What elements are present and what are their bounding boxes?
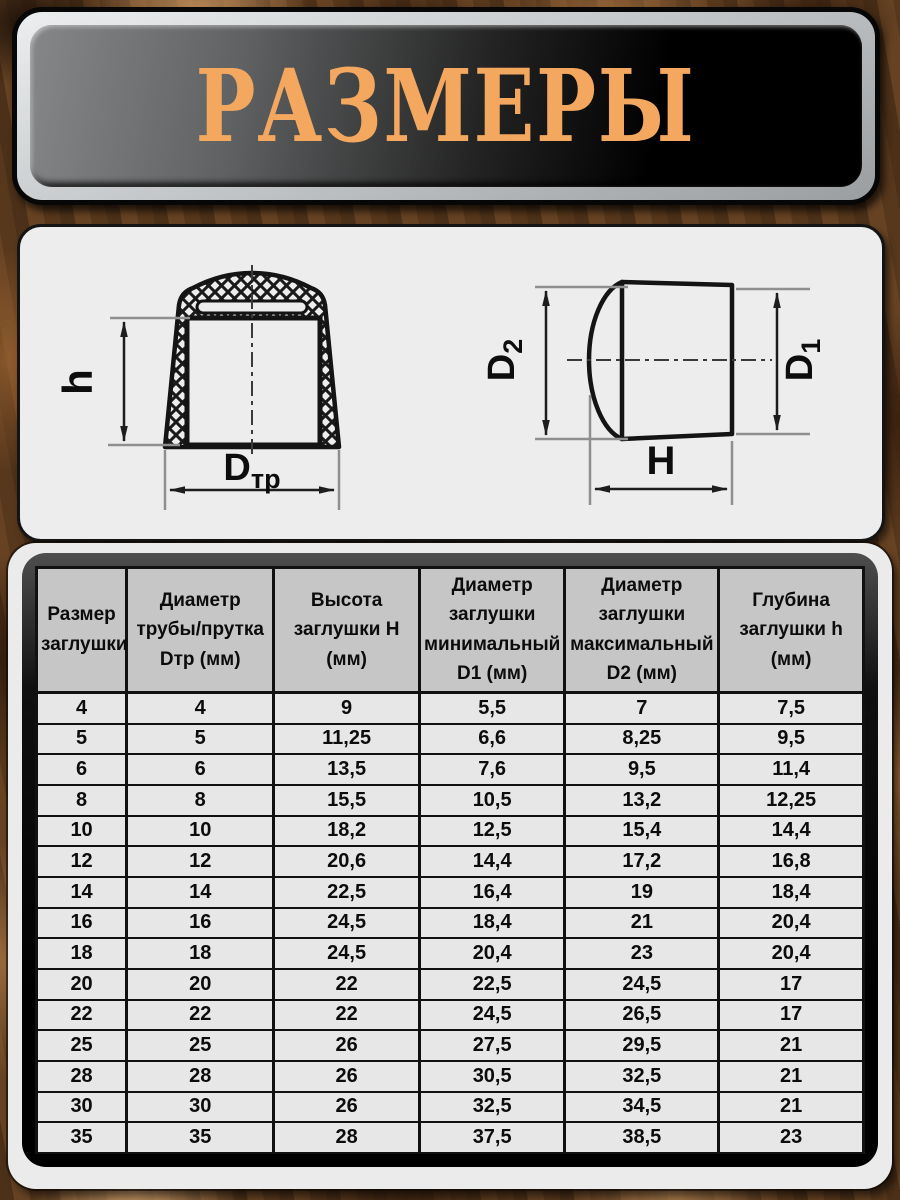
table-cell: 6 [37,754,127,785]
table-cell: 22 [274,969,420,1000]
header-cap-depth: Глубина заглушки h (мм) [719,568,864,693]
table-cell: 8 [127,785,274,816]
table-cell: 26 [274,1092,420,1123]
table-cell: 13,2 [565,785,719,816]
table-cell: 38,5 [565,1122,719,1153]
size-table [35,566,865,1154]
table-row [37,1030,864,1061]
table-cell: 26 [274,1061,420,1092]
table-cell: 18,4 [719,877,864,908]
table-cell: 28 [37,1061,127,1092]
table-cell: 9,5 [719,724,864,755]
table-cell: 20 [127,969,274,1000]
table-row [37,938,864,969]
table-cell: 37,5 [419,1122,565,1153]
table-cell: 23 [565,938,719,969]
table-cell: 8 [37,785,127,816]
table-cell: 26 [274,1030,420,1061]
table-cell: 21 [719,1092,864,1123]
table-cell: 4 [37,692,127,723]
page-title: РАЗМЕРЫ [195,47,697,165]
header-min-diameter: Диаметр заглушки минимальный D1 (мм) [419,568,565,693]
table-cell: 20,4 [719,908,864,939]
table-cell: 14 [127,877,274,908]
table-row [37,1122,864,1153]
table-cell: 24,5 [565,969,719,1000]
table-cell: 22 [274,1000,420,1031]
front-view-diagram [54,265,339,510]
table-cell: 13,5 [274,754,420,785]
table-cell: 12,5 [419,816,565,847]
pipe-diameter-label: Dтр [223,447,281,494]
header-pipe-diameter: Диаметр трубы/прутка Dтр (мм) [127,568,274,693]
table-cell: 35 [37,1122,127,1153]
table-cell: 12 [127,846,274,877]
table-cell: 28 [274,1122,420,1153]
table-cell: 22 [127,1000,274,1031]
table-row [37,754,864,785]
table-cell: 8,25 [565,724,719,755]
table-cell: 18,2 [274,816,420,847]
table-cell: 24,5 [419,1000,565,1031]
table-cell: 15,5 [274,785,420,816]
table-cell: 7,6 [419,754,565,785]
table-cell: 16,8 [719,846,864,877]
table-cell: 10,5 [419,785,565,816]
table-body [37,692,864,1153]
table-cell: 16,4 [419,877,565,908]
cap-cavity [187,318,320,445]
table-cell: 27,5 [419,1030,565,1061]
table-cell: 5 [127,724,274,755]
table-row [37,908,864,939]
table-cell: 9 [274,692,420,723]
height-dimension-label: h [54,369,101,395]
table-cell: 21 [565,908,719,939]
table-cell: 6,6 [419,724,565,755]
table-cell: 16 [127,908,274,939]
table-cell: 20,4 [419,938,565,969]
title-inner-plate [30,25,862,187]
table-header-row [37,568,864,693]
min-diameter-label: D1 [779,338,826,382]
table-cell: 16 [37,908,127,939]
cap-drawings [20,227,882,539]
table-row [37,877,864,908]
table-cell: 17 [719,1000,864,1031]
table-cell: 20 [37,969,127,1000]
table-cell: 11,4 [719,754,864,785]
side-view-diagram [481,282,826,505]
table-cell: 18 [127,938,274,969]
table-cell: 14 [37,877,127,908]
table-cell: 24,5 [274,908,420,939]
table-cell: 32,5 [419,1092,565,1123]
table-cell: 22,5 [274,877,420,908]
table-cell: 23 [719,1122,864,1153]
table-cell: 5 [37,724,127,755]
table-cell: 9,5 [565,754,719,785]
table-cell: 11,25 [274,724,420,755]
table-cell: 17,2 [565,846,719,877]
title-panel [12,7,880,205]
table-row [37,969,864,1000]
table-cell: 18 [37,938,127,969]
table-cell: 22,5 [419,969,565,1000]
table-cell: 6 [127,754,274,785]
table-cell: 30 [127,1092,274,1123]
table-cell: 14,4 [419,846,565,877]
table-row [37,816,864,847]
cap-height-label: H [646,439,676,483]
table-cell: 35 [127,1122,274,1153]
header-max-diameter: Диаметр заглушки максимальный D2 (мм) [565,568,719,693]
table-cell: 18,4 [419,908,565,939]
table-cell: 17 [719,969,864,1000]
table-cell: 14,4 [719,816,864,847]
table-panel [8,543,892,1189]
table-row [37,692,864,723]
table-cell: 25 [37,1030,127,1061]
table-cell: 34,5 [565,1092,719,1123]
table-cell: 4 [127,692,274,723]
table-cell: 10 [127,816,274,847]
header-cap-height: Высота заглушки H (мм) [274,568,420,693]
table-cell: 5,5 [419,692,565,723]
table-cell: 12 [37,846,127,877]
table-frame [22,553,878,1167]
table-cell: 20,4 [719,938,864,969]
table-cell: 7,5 [719,692,864,723]
table-row [37,724,864,755]
table-cell: 7 [565,692,719,723]
table-cell: 29,5 [565,1030,719,1061]
table-row [37,1000,864,1031]
table-cell: 30 [37,1092,127,1123]
table-cell: 20,6 [274,846,420,877]
table-cell: 21 [719,1030,864,1061]
table-cell: 30,5 [419,1061,565,1092]
table-cell: 24,5 [274,938,420,969]
table-row [37,785,864,816]
max-diameter-label: D2 [481,338,528,382]
table-cell: 32,5 [565,1061,719,1092]
table-cell: 26,5 [565,1000,719,1031]
table-cell: 19 [565,877,719,908]
table-row [37,1092,864,1123]
table-row [37,846,864,877]
table-cell: 28 [127,1061,274,1092]
header-size: Размер заглушки [37,568,127,693]
title-silver-frame [17,12,875,200]
table-cell: 12,25 [719,785,864,816]
table-cell: 22 [37,1000,127,1031]
table-cell: 15,4 [565,816,719,847]
table-row [37,1061,864,1092]
table-cell: 10 [37,816,127,847]
diagram-panel [17,224,885,542]
table-cell: 25 [127,1030,274,1061]
table-cell: 21 [719,1061,864,1092]
